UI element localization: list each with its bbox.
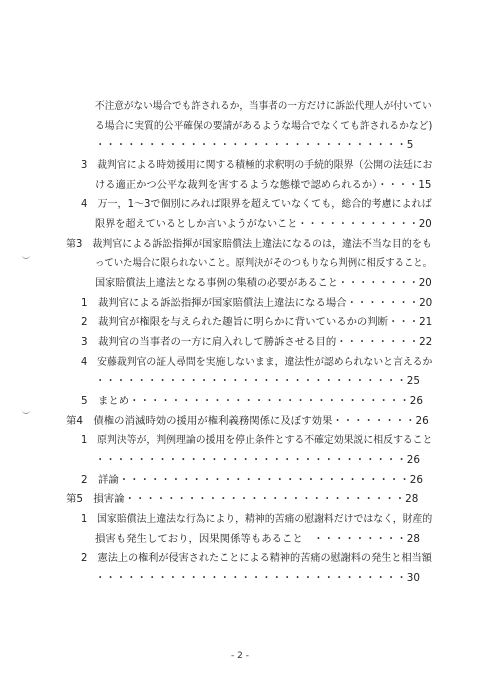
toc-line: ・・・・・・・・・・・・・・・・・・・・・・・・・・・・・・26 (95, 454, 420, 466)
toc-line: ・・・・・・・・・・・・・・・・・・・・・・・・・・・・・・5 (95, 139, 414, 152)
toc-line: ・・・・・・・・・・・・・・・・・・・・・・・・・・・・・・30 (95, 572, 420, 584)
toc-line: 2 詳論・・・・・・・・・・・・・・・・・・・・・・・・・・・・26 (81, 473, 423, 486)
toc-line: 4 安藤裁判官の証人尋問を実施しないまま，違法性が認められないと言えるか (81, 355, 433, 368)
toc-line: 限界を超えているとしか言いようがないこと・・・・・・・・・・・・20 (95, 218, 432, 230)
toc-line: 第3 裁判官による訴訟指揮が国家賠償法上違法になるのは，違法不当な目的をも (66, 237, 432, 250)
toc-line: ・・・・・・・・・・・・・・・・・・・・・・・・・・・・・・25 (95, 375, 420, 388)
toc-line: 4 万一，1〜3で個別にみれば限界を超えていなくても，総合的考慮によれば (81, 198, 432, 211)
punch-mark-upper (22, 250, 30, 259)
toc-line: っていた場合に限られないこと。原判決がそのつもりなら判例に相反すること。 (95, 257, 433, 270)
toc-line: 5 まとめ・・・・・・・・・・・・・・・・・・・・・・・・・・・26 (81, 395, 423, 407)
toc-line: 損害も発生しており，因果関係等もあること ・・・・・・・・・28 (95, 532, 420, 545)
toc-line: る場合に実質的公平確保の要請があるような場合でなくても許されるかなど) (95, 119, 433, 132)
toc-line: 不注意がない場合でも許されるか，当事者の一方だけに訴訟代理人が付いてい (95, 100, 432, 112)
page-number: - 2 - (231, 651, 249, 661)
toc-line: 3 裁判官による時効援用に関する積極的求釈明の手続的限界（公開の法廷にお (81, 159, 433, 171)
toc-line: 2 裁判官が権限を与えられた趣旨に明らかに背いているかの判断・・・21 (81, 316, 433, 329)
toc-line: 3 裁判官の当事者の一方に肩入れして勝訴させる目的・・・・・・・・22 (81, 336, 433, 348)
toc-line: 1 裁判官による訴訟指揮が国家賠償法上違法になる場合・・・・・・・20 (81, 296, 433, 309)
toc-line: ける適正かつ公平な裁判を害するような態様で認められるか）・・・・15 (95, 178, 432, 191)
toc-line: 第4 債権の消滅時効の援用が権利義務関係に及ぼす効果・・・・・・・・26 (66, 414, 429, 427)
toc-line: 1 原判決等が，判例理論の援用を停止条件とする不確定効果説に相反すること (81, 434, 433, 447)
toc-line: 1 国家賠償法上違法な行為により，精神的苦痛の慰謝料だけではなく，財産的 (81, 513, 433, 525)
punch-mark-lower (22, 405, 30, 414)
toc-line: 2 憲法上の権利が侵害されたことによる精神的苦痛の慰謝料の発生と相当額 (81, 552, 432, 565)
toc-line: 国家賠償法上違法となる事例の集積の必要があること・・・・・・・・20 (95, 277, 432, 289)
toc-line: 第5 損害論・・・・・・・・・・・・・・・・・・・・・・・・・・・28 (66, 493, 419, 506)
